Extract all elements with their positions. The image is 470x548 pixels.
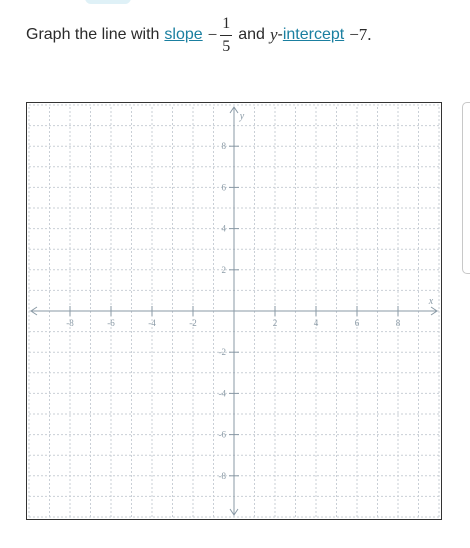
y-tick-label: -6 (218, 429, 226, 440)
y-tick-label: -8 (218, 470, 226, 481)
x-tick-label: -6 (107, 318, 115, 328)
y-tick-label: 6 (221, 182, 226, 193)
y-variable: y (269, 25, 278, 44)
x-tick-label: 8 (395, 318, 401, 328)
hyphen: - (277, 26, 283, 43)
slope-link[interactable]: slope (164, 26, 203, 43)
graph-canvas[interactable] (26, 102, 442, 520)
y-tick-label: -2 (218, 347, 226, 358)
top-tab-indicator (85, 0, 131, 4)
y-tick-label: 8 (221, 141, 226, 152)
fraction-denominator: 5 (222, 37, 231, 55)
x-tick-label: 2 (272, 318, 278, 328)
slope-fraction (220, 16, 232, 55)
x-axis-label: x (428, 296, 434, 307)
x-tick-label: -2 (189, 318, 197, 328)
y-axis-label: y (239, 111, 245, 122)
question-prompt (26, 10, 372, 60)
intercept-value: −7. (349, 25, 372, 44)
prompt-text-start: Graph the line with (26, 26, 160, 43)
x-tick-label: 6 (354, 318, 360, 328)
tool-panel[interactable] (462, 102, 470, 274)
y-tick-label: 4 (221, 223, 226, 234)
x-tick-label: -4 (148, 318, 156, 328)
y-tick-label: -4 (218, 388, 226, 399)
intercept-link[interactable]: intercept (282, 26, 345, 43)
y-tick-label: 2 (221, 264, 226, 275)
fraction-numerator: 1 (220, 16, 232, 36)
coordinate-plane[interactable] (27, 103, 441, 519)
x-tick-label: 4 (313, 318, 319, 328)
minus-sign: − (207, 25, 218, 44)
x-tick-label: -8 (66, 318, 74, 328)
prompt-text-and: and (238, 26, 265, 43)
